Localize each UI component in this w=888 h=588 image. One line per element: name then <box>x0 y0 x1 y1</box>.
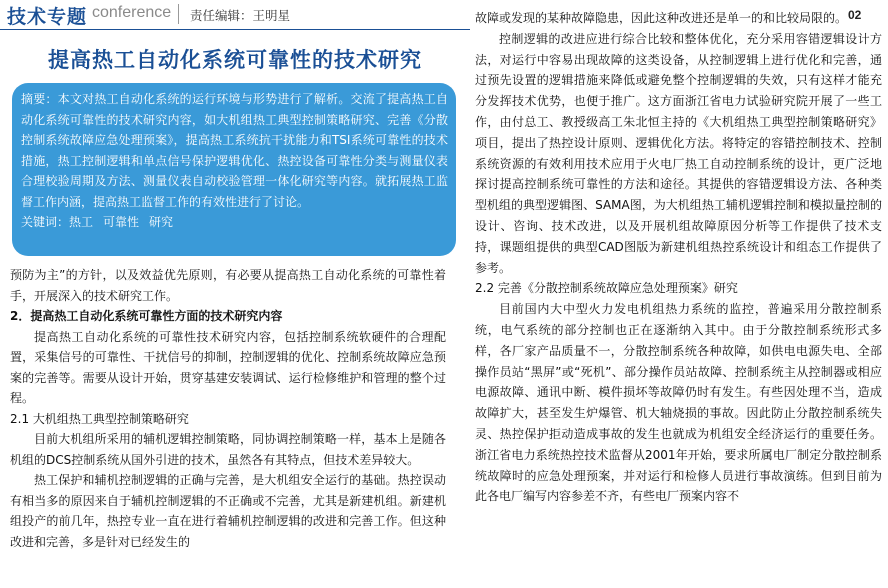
left-column <box>10 265 446 552</box>
subsection-heading: 2.1 大机组热工典型控制策略研究 <box>10 411 189 426</box>
paragraph: 提高热工自动化系统的可靠性技术研究内容，包括控制系统软硬件的合理配置，采集信号的可靠性、干扰信号的抑制，控制逻辑的优化、控制系统故障应急预案的完善等。需要从设计开始，贯穿基建安装调试、运行检修维护和管理的整个过程。 <box>10 329 446 405</box>
keyword: 可靠性 <box>103 215 140 229</box>
header-rule <box>0 29 470 30</box>
article-title: 提高热工自动化系统可靠性的技术研究 <box>48 48 422 72</box>
keyword: 研究 <box>149 215 174 229</box>
abstract-text: 摘要：本文对热工自动化系统的运行环境与形势进行了解析。交流了提高热工自动化系统可靠性的技术研究内容，如大机组热工典型控制策略研究、完善《分散控制系统故障应急处理预案》，提高热工系统抗干扰能力和TSI系统可靠性的技术措施，热工控制逻辑和单点信号保护逻辑优化、热控设备可靠性分类与测量仪表合理校验周期及方法、测量仪表自动校验管理一体化研究等内容。就拓展热工监督工作内涵，提高热工监督工作的有效性进行了讨论。 <box>21 92 448 209</box>
paragraph: 预防为主”的方针，以及效益优先原则，有必要从提高热工自动化系统的可靠性着手，开展深入的技术研究工作。 <box>10 268 446 303</box>
section-heading: 2．提高热工自动化系统可靠性方面的技术研究内容 <box>10 309 283 323</box>
paragraph: 目前国内大中型火力发电机组热力系统的监控，普遍采用分散控制系统，电气系统的部分控制也正在逐渐纳入其中。由于分散控制系统形式多样，各厂家产品质量不一，分散控制系统各种故障，如供电电源失电、全部操作员站“黑屏”或“死机”、部分操作员站故障、控制系统主从控制器或相应电源故障、通讯中断、模件损坏等故障仍时有发生。有些因处理不当，造成故障扩大，甚至发生炉爆管、机大轴烧损的事故。因此防止分散控制系统失灵、热控保护拒动造成事故的发生也就成为机组安全经济运行的重要任务。浙江省电力系统热控技术监督从2001年开始，要求所属电厂制定分散控制系统故障时的应急处理预案，并对运行和检修人员进行事故演练。但到目前为此各电厂编写内容参差不齐，有些电厂预案内容不 <box>475 302 882 504</box>
paragraph: 热工保护和辅机控制逻辑的正确与完善，是大机组安全运行的基础。热控误动有相当多的原因来自于辅机控制逻辑的不正确或不完善，尤其是新建机组。新建机组投产的前几年，热控专业一直在进行着辅机控制逻辑的改进和完善工作。但这种改进和完善，多是针对已经发生的 <box>10 473 446 549</box>
keywords <box>21 212 448 233</box>
page-header <box>0 0 470 28</box>
column-brand: 技术专题 <box>7 6 88 28</box>
keyword: 热工 <box>69 215 94 229</box>
keywords-label: 关键词： <box>21 215 70 229</box>
column-brand-english: conference <box>92 4 172 21</box>
right-column <box>475 8 882 507</box>
header-divider <box>178 4 179 24</box>
paragraph: 控制逻辑的改进应进行综合比较和整体优化，充分采用容错逻辑设计方法，对运行中容易出现故障的这类设备，从控制逻辑上进行优化和完善，通过预先设置的逻辑措施来降低或避免整个控制逻辑的失效，只有这样才能充分发挥技术优势，也便于推广。这方面浙江省电力试验研究院开展了一些工作，由付总工、教授级高工朱北恒主持的《大机组热工典型控制策略研究》项目，提出了热控设计原则、逻辑优化方法。将特定的容错控制技术、控制系统资源的有效利用技术应用于火电厂热工自动控制系统的设计，更广泛地探讨提高控制系统可靠性的方法和途径。其提供的容错逻辑设方法、各种类型机组的典型逻辑图、SAMA图，为大机组热工辅机逻辑控制和模拟量控制的设计、咨询、技术改进，以及开展机组故障原因分析等工作提供了技术支持，课题组提供的典型CAD图版为新建机组热控系统设计和组态工作提供了参考。 <box>475 31 882 275</box>
paragraph: 目前大机组所采用的辅机逻辑控制策略，同协调控制策略一样，基本上是随各机组的DCS控制系统从国外引进的技术，虽然各有其特点，但技术差异较大。 <box>10 432 446 467</box>
editor-credit: 责任编辑：王明星 <box>190 8 291 23</box>
paragraph: 故障或发现的某种故障隐患，因此这种改进还是单一的和比较局限的。 <box>475 11 848 25</box>
abstract-box <box>12 83 456 256</box>
subsection-heading: 2.2 完善《分散控制系统故障应急处理预案》研究 <box>475 281 738 296</box>
page-number: 02 <box>848 8 862 22</box>
